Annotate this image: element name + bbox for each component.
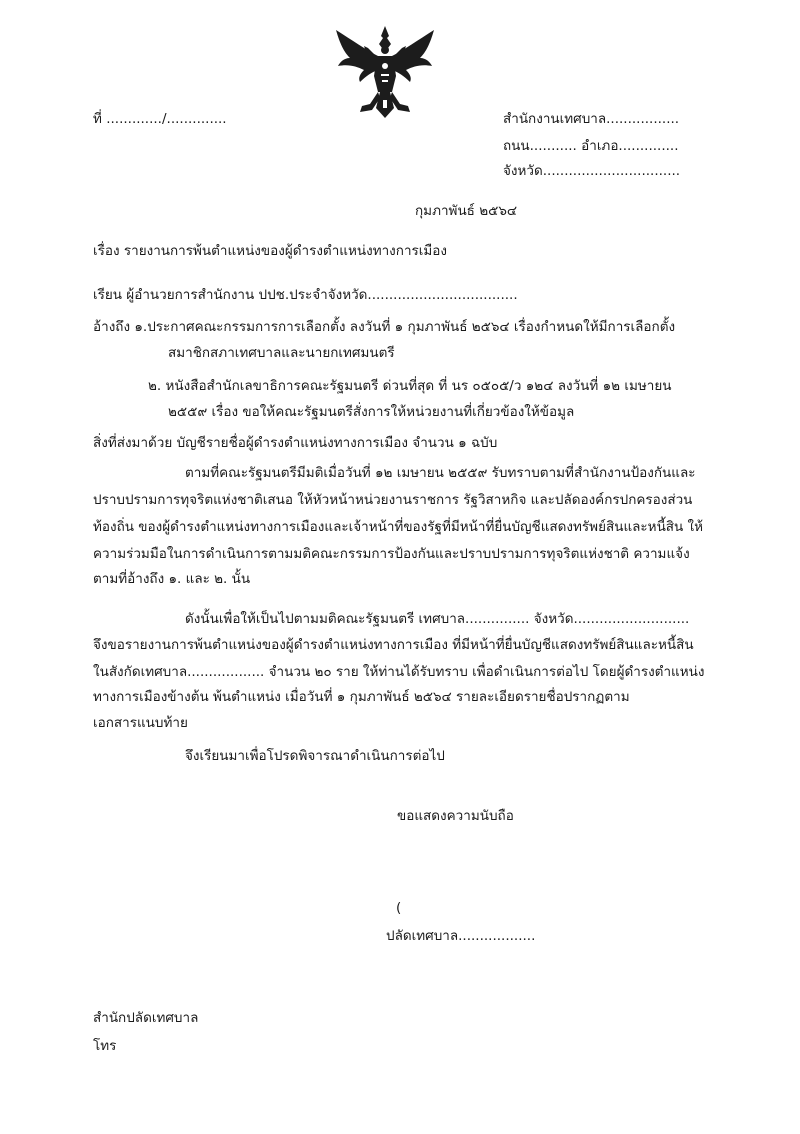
document-date: กุมภาพันธ์ ๒๕๖๔ <box>415 203 518 219</box>
closing-salutation: ขอแสดงความนับถือ <box>397 808 514 824</box>
office-province: จังหวัด................................ <box>503 163 681 179</box>
closing-request: จึงเรียนมาเพื่อโปรดพิจารณาดำเนินการต่อไป <box>185 748 445 764</box>
recipient-line: เรียน ผู้อำนวยการสำนักงาน ปปช.ประจำจังหวัด................................... <box>93 287 518 303</box>
paragraph-1-line: ปราบปรามการทุจริตแห่งชาติเสนอ ให้หัวหน้าหน่วยงานราชการ รัฐวิสาหกิจ และปลัดองค์กรปกครองส่วน <box>93 492 693 508</box>
office-road-district: ถนน........... อำเภอ.............. <box>503 138 679 154</box>
reference-1-line-1: อ้างถึง ๑.ประกาศคณะกรรมการการเลือกตั้ง ลงวันที่ ๑ กุมภาพันธ์ ๒๕๖๔ เรื่องกำหนดให้มีการเลือกตั้ง <box>93 319 676 335</box>
paragraph-2-line: ทางการเมืองข้างต้น พ้นตำแหน่ง เมื่อวันที่ ๑ กุมภาพันธ์ ๒๕๖๔ รายละเอียดรายชื่อปรากฏตาม <box>93 689 630 705</box>
paragraph-2-line: ดังนั้นเพื่อให้เป็นไปตามมติคณะรัฐมนตรี เทศบาล............... จังหวัด........................... <box>185 611 690 627</box>
paragraph-2-line: จึงขอรายงานการพ้นตำแหน่งของผู้ดำรงตำแหน่งทางการเมือง ที่มีหน้าที่ยื่นบัญชีแสดงทรัพย์สินและหนี้สิน <box>93 637 694 653</box>
signature-title: ปลัดเทศบาล.................. <box>386 928 536 944</box>
subject-line: เรื่อง รายงานการพ้นตำแหน่งของผู้ดำรงตำแหน่งทางการเมือง <box>93 243 447 259</box>
garuda-emblem-icon <box>330 22 440 120</box>
reference-1-line-2: สมาชิกสภาเทศบาลและนายกเทศมนตรี <box>168 345 395 361</box>
document-number: ที่ ............./.............. <box>93 111 227 127</box>
paragraph-2-line: เอกสารแนบท้าย <box>93 715 188 731</box>
enclosure-line: สิ่งที่ส่งมาด้วย บัญชีรายชื่อผู้ดำรงตำแหน่งทางการเมือง จำนวน ๑ ฉบับ <box>93 435 498 451</box>
paragraph-1-line: ตามที่คณะรัฐมนตรีมีมติเมื่อวันที่ ๑๒ เมษายน ๒๕๕๙ รับทราบตามที่สำนักงานป้องกันและ <box>185 465 696 481</box>
paragraph-1-line: ท้องถิ่น ของผู้ดำรงตำแหน่งทางการเมืองและเจ้าหน้าที่ของรัฐที่มีหน้าที่ยื่นบัญชีแสดงทรัพย์สินและหนี้สิน ให้ <box>93 519 704 535</box>
footer-phone: โทร <box>93 1038 117 1054</box>
paragraph-2-line: ในสังกัดเทศบาล.................. จำนวน ๒๐ ราย ให้ท่านได้รับทราบ เพื่อดำเนินการต่อไป โดยผู้ดำรงตำแหน่ง <box>93 664 705 680</box>
paragraph-1-line: ความร่วมมือในการดำเนินการตามมติคณะกรรมการป้องกันและปราบปรามการทุจริตแห่งชาติ ความแจ้ง <box>93 546 690 562</box>
footer-unit: สำนักปลัดเทศบาล <box>93 1010 199 1026</box>
reference-2-line-1: ๒. หนังสือสำนักเลขาธิการคณะรัฐมนตรี ด่วนที่สุด ที่ นร ๐๕๐๕/ว ๑๒๔ ลงวันที่ ๑๒ เมษายน <box>148 378 672 394</box>
signature-parenthesis: ( <box>396 900 402 916</box>
paragraph-1-line: ตามที่อ้างถึง ๑. และ ๒. นั้น <box>93 571 251 587</box>
office-name: สำนักงานเทศบาล................. <box>503 111 680 127</box>
reference-2-line-2: ๒๕๕๙ เรื่อง ขอให้คณะรัฐมนตรีสั่งการให้หน่วยงานที่เกี่ยวข้องให้ข้อมูล <box>168 404 575 420</box>
